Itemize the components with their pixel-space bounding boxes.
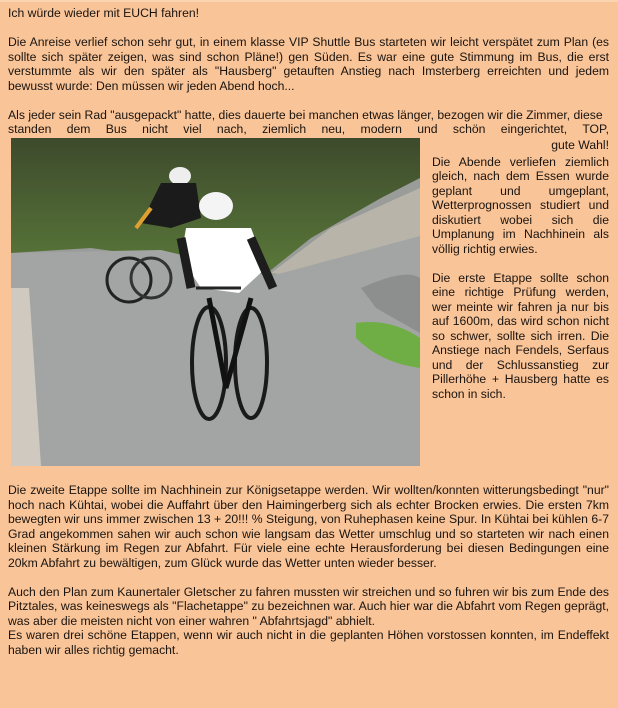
article-title: Ich würde wieder mit EUCH fahren!: [8, 6, 200, 20]
article: [8, 6, 609, 657]
spacer: [8, 21, 609, 36]
paragraph-third-stage: Auch den Plan zum Kaunertaler Gletscher zu fahren mussten wir streichen und so fuhren wir bis zum Ende des Pitztales, was keineswegs als "Flachetappe" zu bezeichnen war. Auch hier war die Abfahrt vom Regen geprägt, was aber die meisten nicht von einer wahren " Abfahrtsjagd" abhielt.: [8, 584, 609, 628]
paragraph-evenings: Die Abende verliefen ziemlich gleich, nach dem Essen wurde geplant und umgeplant, Wetterprognossen studiert und diskutiert wobei sich die Umplanung im Nachhinein als völlig richtig erwies.: [432, 154, 609, 256]
spacer: [432, 256, 609, 271]
paragraph-second-stage: Die zweite Etappe sollte im Nachhinein zur Königsetappe werden. Wir wollten/konnten witterungsbedingt "nur" hoch nach Kühtai, wobei die Auffahrt über den Haimingerberg sich als echter Brocken erwies. Die ersten 7km bewegten wir uns immer zwischen 13 + 20!!! % Steigung, von Ruhephasen keine Spur. In Kühtai bei kühlen 6-7 Grad angekommen sahen wir auch schon wie langsam das Wetter umschlug und so starteten wir nach einen kleinen Stärkung im Regen zur Abfahrt. Für viele eine echte Herausforderung bei diesen Bedingungen eine 20km Abfahrt zu bewältigen, zum Glück wurde das Wetter unten wieder besser.: [8, 483, 609, 570]
paragraph-rooms-text: Als jeder sein Rad "ausgepackt" hatte, dies dauerte bei manchen etwas länger, bezogen wir die Zimmer, diese standen dem Bus nicht viel nach, ziemlich neu, modern und schön eingerichtet, TOP,: [8, 107, 609, 136]
spacer: [8, 469, 609, 484]
side-column: [432, 155, 609, 402]
spacer: [8, 570, 609, 585]
paragraph-arrival: Die Anreise verlief schon sehr gut, in einem klasse VIP Shuttle Bus starteten wir leicht verspätet zum Plan (es sollte sich später zeigen, was sind schon Pläne!) gen Süden. Es war eine gute Stimmung im Bus, die erst verstummte als wir den später als "Hausberg" getauften Anstieg nach Imsterberg erreichten und jedem bewusst wurde: Den müssen wir jeden Abend hoch...: [8, 35, 609, 93]
paragraph-rooms-end: gute Wahl!: [551, 137, 609, 152]
cyclists-photo-icon: [11, 138, 420, 466]
paragraph-conclusion: Es waren drei schöne Etappen, wenn wir auch nicht in die geplanten Höhen vorstossen konnten, im Endeffekt haben wir alles richtig gemacht.: [8, 628, 609, 657]
cyclists-photo: [11, 138, 420, 466]
paragraph-rooms: [8, 108, 609, 137]
top-border: [0, 0, 618, 2]
paragraph-first-stage: Die erste Etappe sollte schon eine richtige Prüfung werden, wer meinte wir fahren ja nur bis auf 1600m, das wird schon nicht so schwer, sollte sich irren. Die Anstiege nach Fendels, Serfaus und der Schlussanstieg zur Pillerhöhe + Hausberg hatte es schon in sich.: [432, 270, 609, 401]
photo-section: [8, 138, 609, 469]
spacer: [8, 93, 609, 108]
